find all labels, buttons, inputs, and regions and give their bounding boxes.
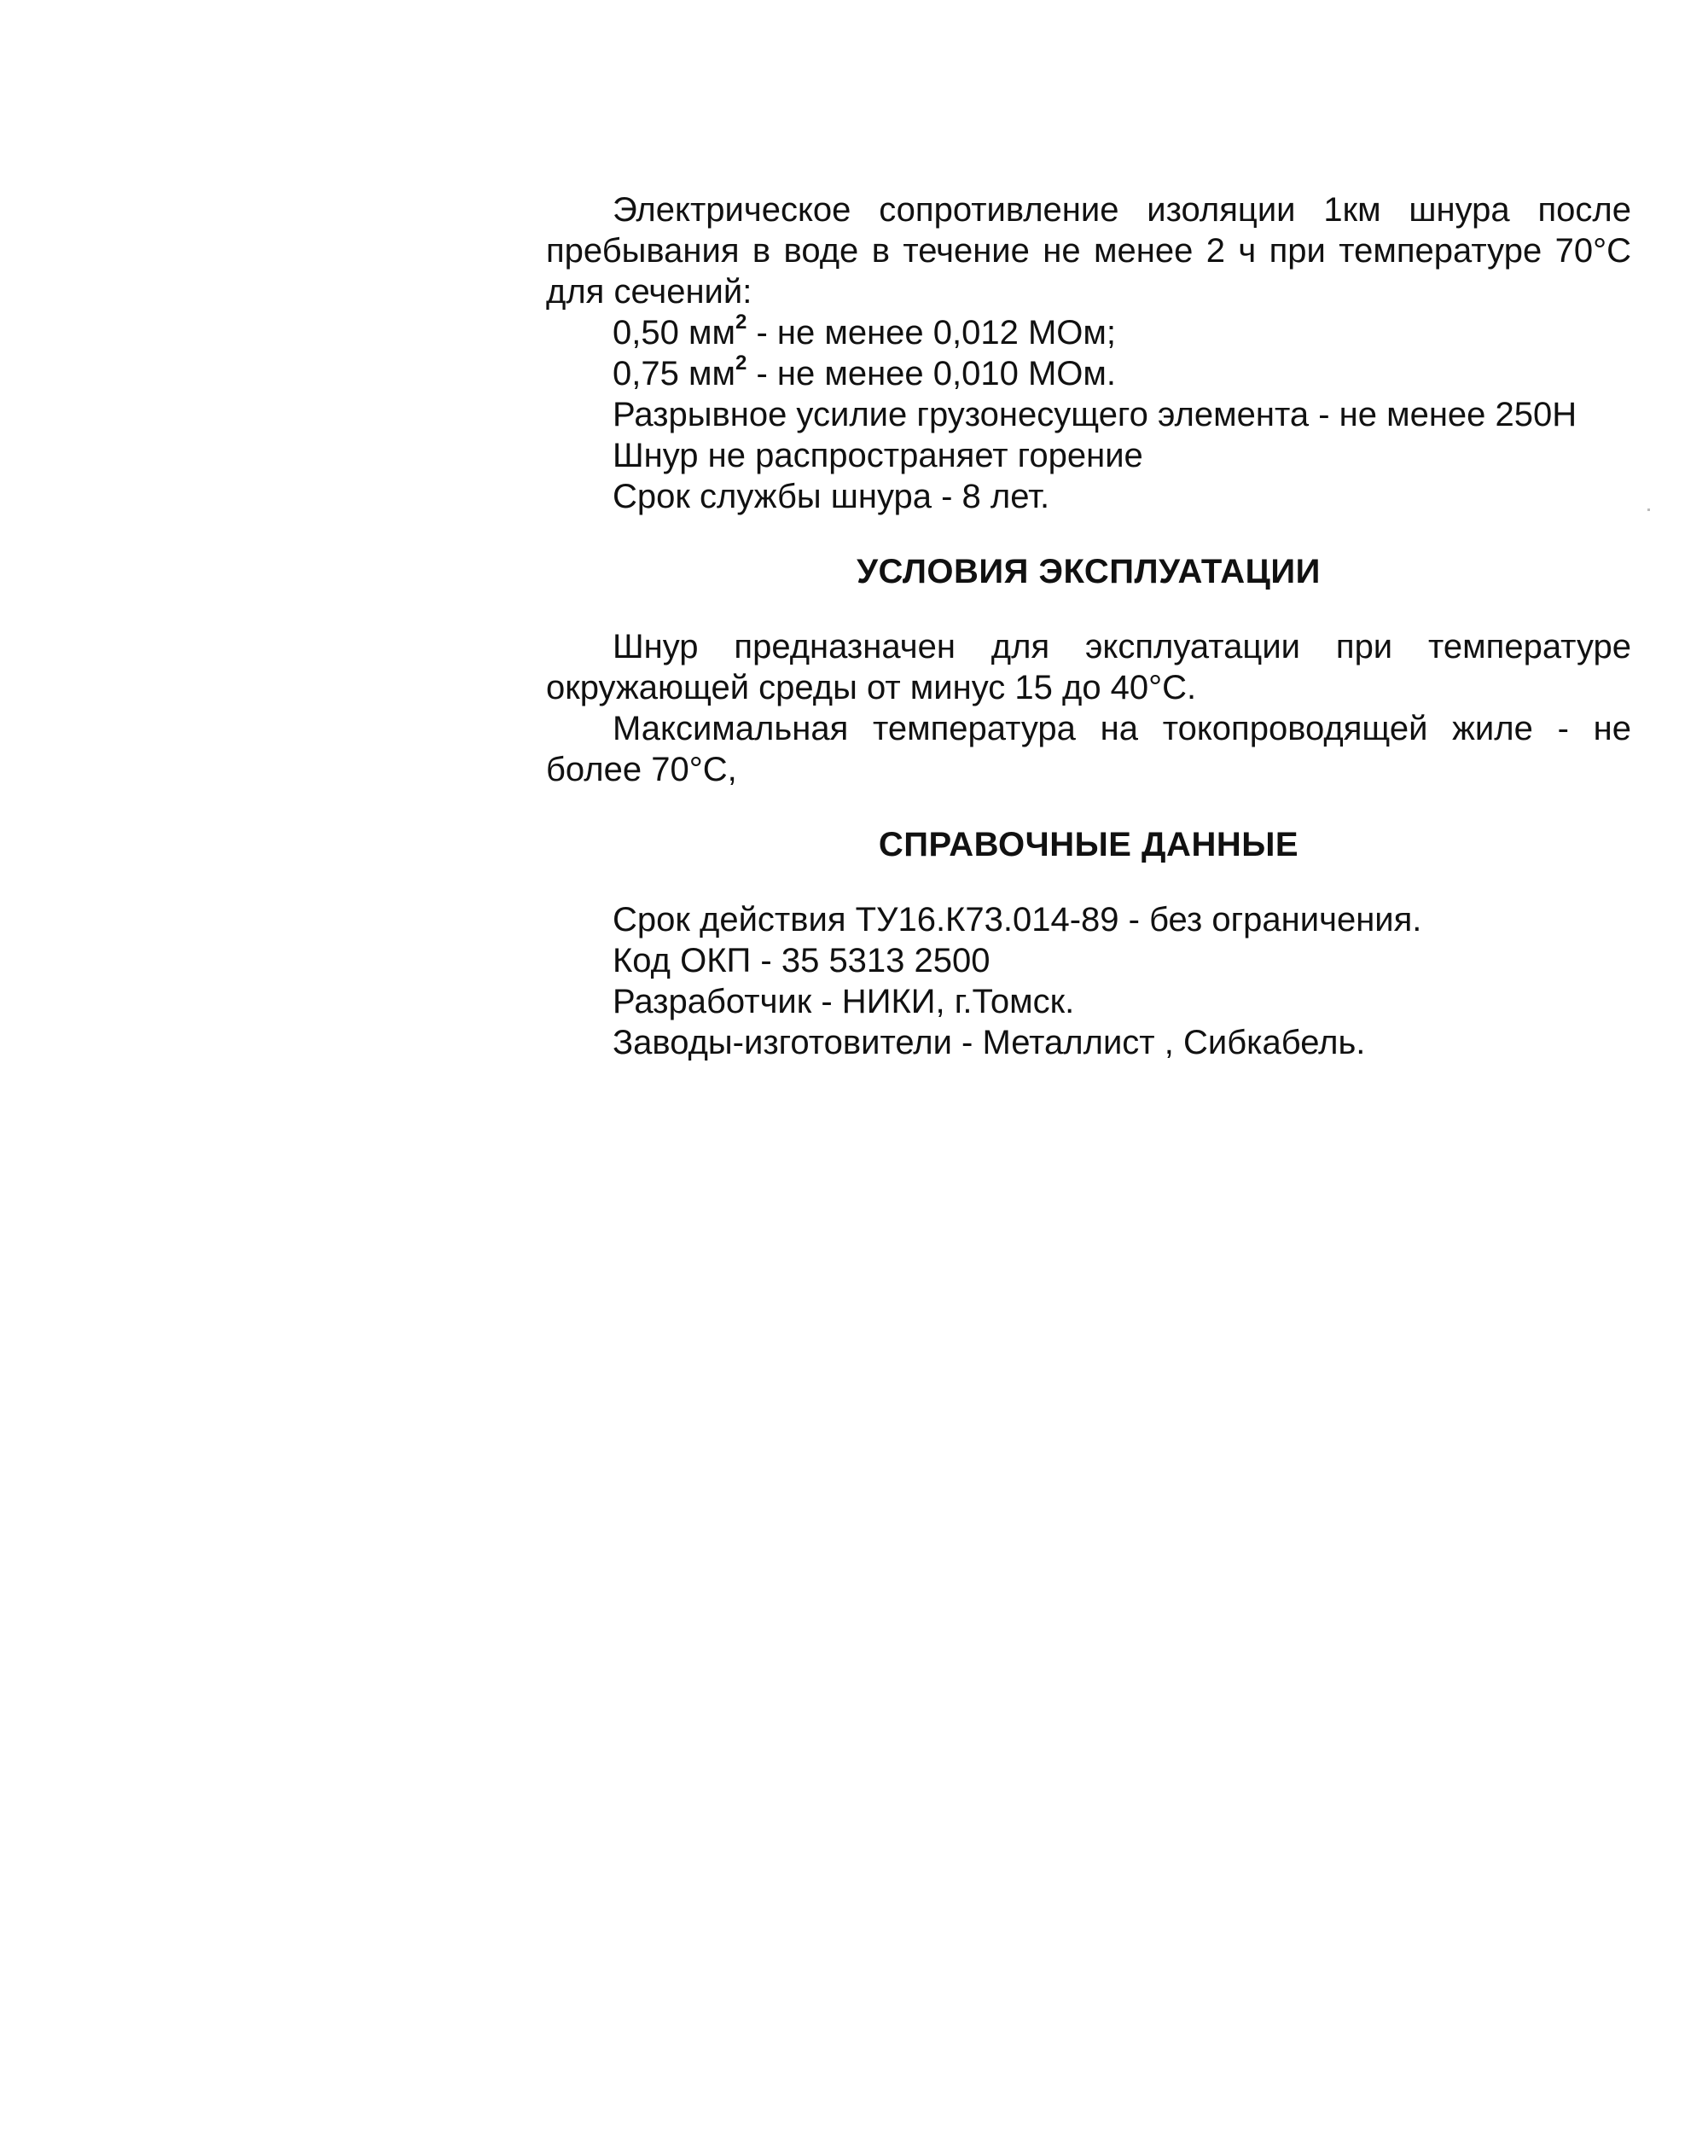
operating-temperature-paragraph: Шнур предназначен для эксплуатации при температуре окружающей среды от минус 15 до 40°С. <box>546 628 1631 706</box>
cross-section-050-requirement: - не менее 0,012 МОм; <box>747 314 1117 352</box>
specification-validity-line: Срок действия ТУ16.К73.014-89 - без ограничения. <box>613 901 1422 939</box>
document-page <box>546 189 1631 1063</box>
service-life-line: Срок службы шнура - 8 лет. <box>613 478 1050 515</box>
developer-line: Разработчик - НИКИ, г.Томск. <box>613 983 1075 1020</box>
manufacturers-line: Заводы-изготовители - Металлист , Сибкабель. <box>613 1024 1366 1061</box>
cross-section-050-value: 0,50 мм <box>613 314 735 352</box>
cross-section-075-value: 0,75 мм <box>613 355 735 392</box>
flame-resistance-line: Шнур не распространяет горение <box>613 437 1143 474</box>
tensile-strength-line: Разрывное усилие грузонесущего элемента - не менее 250Н <box>613 396 1577 433</box>
cross-section-050-superscript: 2 <box>735 310 747 334</box>
max-conductor-temperature-paragraph: Максимальная температура на токопроводящей жиле - не более 70°С, <box>546 710 1631 788</box>
reference-data-heading: СПРАВОЧНЫЕ ДАННЫЕ <box>878 826 1299 863</box>
insulation-resistance-paragraph: Электрическое сопротивление изоляции 1км шнура после пребывания в воде в течение не менее 2 ч при температуре 70°С для сечений: <box>546 191 1631 311</box>
scan-speck <box>1647 508 1650 511</box>
cross-section-075-requirement: - не менее 0,010 МОм. <box>747 355 1117 392</box>
cross-section-075-superscript: 2 <box>735 351 747 375</box>
cross-section-075-line <box>546 353 1631 394</box>
operating-conditions-heading: УСЛОВИЯ ЭКСПЛУАТАЦИИ <box>857 553 1321 590</box>
okp-code-line: Код ОКП - 35 5313 2500 <box>613 942 991 979</box>
cross-section-050-line <box>546 312 1631 353</box>
